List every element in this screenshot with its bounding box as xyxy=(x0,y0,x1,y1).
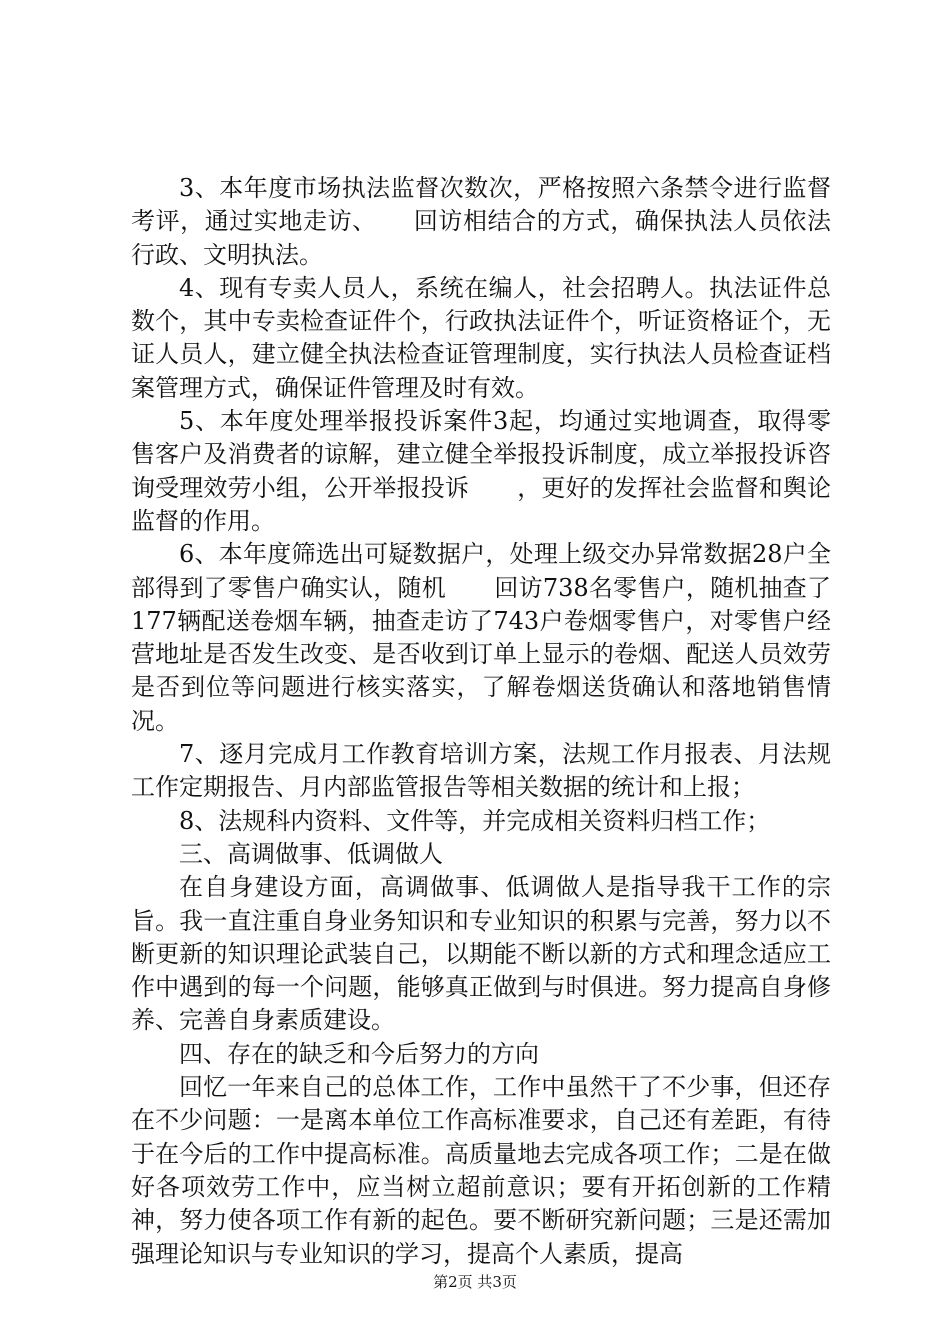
paragraph-item-6: 6、本年度筛选出可疑数据户，处理上级交办异常数据28户全部得到了零售户确实认，随机 回访738名零售户，随机抽查了177辆配送卷烟车辆，抽查走访了743户卷烟零售户，对零售户经营地址是否发生改变、是否收到订单上显示的卷烟、配送人员效劳是否到位等问题进行核实落实，了解卷烟送货确认和落地销售情况。 xyxy=(131,540,831,735)
paragraph-item-7: 7、逐月完成月工作教育培训方案，法规工作月报表、月法规工作定期报告、月内部监管报告等相关数据的统计和上报； xyxy=(131,740,831,802)
document-body xyxy=(131,172,831,1271)
paragraph-item-4: 4、现有专卖人员人，系统在编人，社会招聘人。执法证件总数个，其中专卖检查证件个，行政执法证件个，听证资格证个，无证人员人，建立健全执法检查证管理制度，实行执法人员检查证档案管理方式，确保证件管理及时有效。 xyxy=(131,273,831,402)
section-heading-4: 四、存在的缺乏和今后努力的方向 xyxy=(179,1039,539,1068)
paragraph-item-3: 3、本年度市场执法监督次数次，严格按照六条禁令进行监督考评，通过实地走访、 回访相结合的方式，确保执法人员依法行政、文明执法。 xyxy=(131,174,831,269)
paragraph-item-5: 5、本年度处理举报投诉案件3起，均通过实地调查，取得零售客户及消费者的谅解，建立健全举报投诉制度，成立举报投诉咨询受理效劳小组，公开举报投诉 ，更好的发挥社会监督和舆论监督的作用。 xyxy=(131,407,831,535)
paragraph-self-building: 在自身建设方面，高调做事、低调做人是指导我干工作的宗旨。我一直注重自身业务知识和专业知识的积累与完善，努力以不断更新的知识理论武装自己，以期能不断以新的方式和理念适应工作中遇到的每一个问题，能够真正做到与时俱进。努力提高自身修养、完善自身素质建设。 xyxy=(131,873,831,1035)
section-heading-3: 三、高调做事、低调做人 xyxy=(179,839,443,868)
page-footer: 第2页 共3页 xyxy=(433,1273,517,1291)
paragraph-review: 回忆一年来自己的总体工作，工作中虽然干了不少事，但还存在不少问题：一是离本单位工作高标准要求，自己还有差距，有待于在今后的工作中提高标准。高质量地去完成各项工作；二是在做好各项效劳工作中，应当树立超前意识；要有开拓创新的工作精神，努力使各项工作有新的起色。要不断研究新问题；三是还需加强理论知识与专业知识的学习，提高个人素质，提高 xyxy=(131,1073,831,1268)
paragraph-item-8: 8、法规科内资料、文件等，并完成相关资料归档工作； xyxy=(179,806,771,835)
